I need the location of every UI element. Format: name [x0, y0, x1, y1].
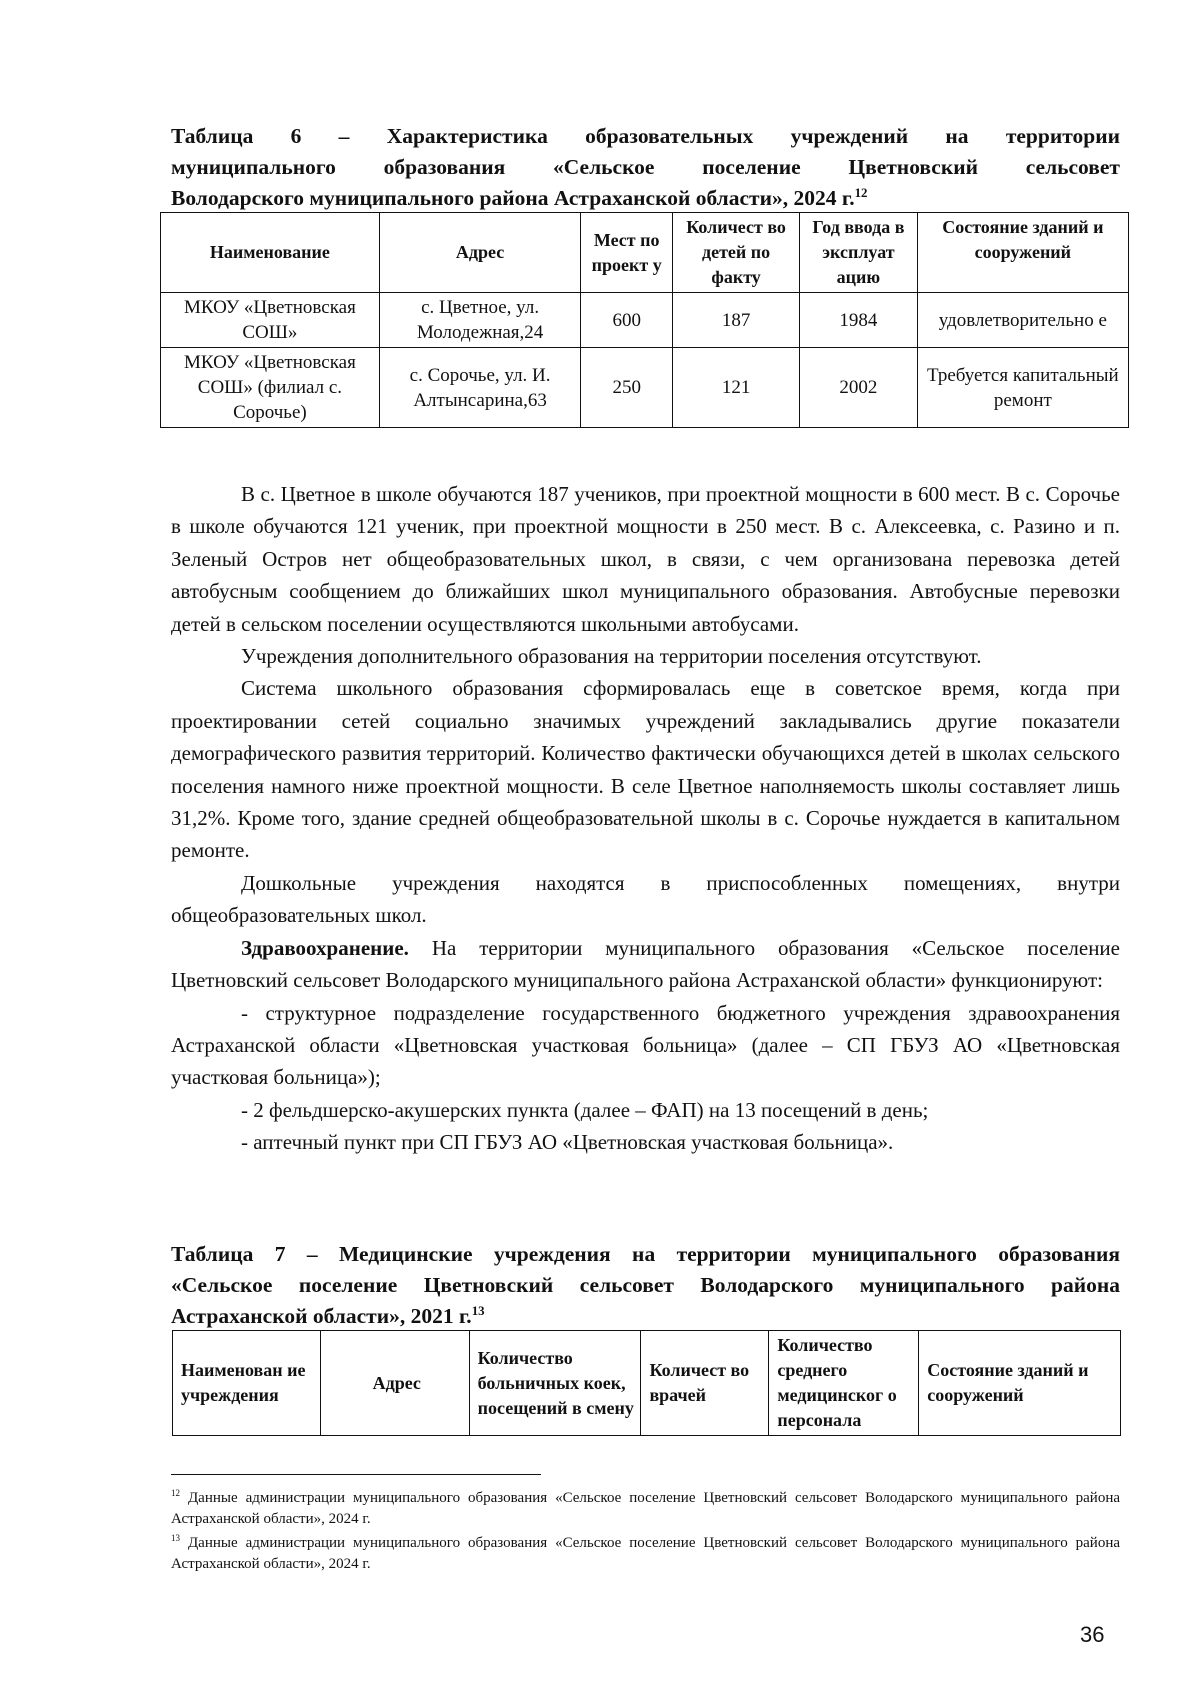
cell-capacity: 250 [581, 348, 673, 428]
col-header-condition: Состояние зданий и сооружений [917, 213, 1128, 293]
paragraph-healthcare: Здравоохранение. На территории муниципального образования «Сельское поселение Цветновский сельсовет Володарского муниципального района Астраханской области» функционируют: [171, 935, 1120, 993]
cell-condition: Требуется капитальный ремонт [917, 348, 1128, 428]
medical-institutions-table [172, 1330, 1121, 1436]
cell-capacity: 600 [581, 293, 673, 348]
list-item: - структурное подразделение государственного бюджетного учреждения здравоохранения Астраханской области «Цветновская участковая больница» (далее – СП ГБУЗ АО «Цветновская участковая больница»); [171, 1000, 1120, 1090]
list-item: - аптечный пункт при СП ГБУЗ АО «Цветновская участковая больница». [241, 1130, 894, 1155]
col-header-capacity: Мест по проект у [581, 213, 673, 293]
section-heading-healthcare: Здравоохранение. [241, 935, 409, 960]
paragraph: В с. Цветное в школе обучаются 187 учеников, при проектной мощности в 600 мест. В с. Сорочье в школе обучаются 121 ученик, при проектной мощности в 250 мест. В с. Алексеевка, с. Разино и п. Зеленый Остров нет общеобразовательных школ, в связи, с чем организована перевозка детей автобусным сообщением до ближайших школ муниципального образования. Автобусные перевозки детей в сельском поселении осуществляются школьными автобусами. [171, 482, 1120, 636]
footnote-text: Данные администрации муниципального образования «Сельское поселение Цветновский сельсовет Володарского муниципального района Астраханской области», 2024 г. [171, 1490, 1121, 1527]
cell-year: 2002 [800, 348, 917, 428]
cell-name: МКОУ «Цветновская СОШ» [161, 293, 380, 348]
table7-caption [171, 1239, 1120, 1332]
cell-address: с. Сорочье, ул. И. Алтынсарина,63 [379, 348, 581, 428]
table7-caption-line1: Таблица 7 – Медицинские учреждения на территории муниципального образования [171, 1242, 1120, 1266]
paragraph: Система школьного образования сформировалась еще в советское время, когда при проектировании сетей социально значимых учреждений закладывались другие показатели демографического развития территорий. Количество фактически обучающихся детей в школах сельского поселения намного ниже проектной мощности. В селе Цветное наполняемость школы составляет лишь 31,2%. Кроме того, здание средней общеобразовательной школы в с. Сорочье нуждается в капитальном ремонте. [171, 676, 1120, 863]
table-row [161, 293, 1129, 348]
body-text [171, 478, 1120, 1159]
footnote-number: 13 [171, 1533, 180, 1543]
cell-year: 1984 [800, 293, 917, 348]
footnote-number: 12 [171, 1488, 180, 1498]
table-row [161, 348, 1129, 428]
table6-caption [171, 121, 1120, 214]
table-header-row [173, 1331, 1121, 1436]
cell-children: 187 [673, 293, 800, 348]
table6-caption-line1: Таблица 6 – Характеристика образовательных учреждений на территории [171, 124, 1120, 148]
footnote-separator [171, 1474, 541, 1475]
list-item: - 2 фельдшерско-акушерских пункта (далее – ФАП) на 13 посещений в день; [241, 1097, 929, 1122]
col-header-name: Наименование [161, 213, 380, 293]
col-header-address: Адрес [379, 213, 581, 293]
table7-caption-line2: «Сельское поселение Цветновский сельсовет Володарского муниципального района [171, 1273, 1120, 1297]
table-header-row [161, 213, 1129, 293]
paragraph: Учреждения дополнительного образования на территории поселения отсутствуют. [241, 644, 982, 669]
cell-address: с. Цветное, ул. Молодежная,24 [379, 293, 581, 348]
cell-condition: удовлетворительно е [917, 293, 1128, 348]
table6-caption-line2: муниципального образования «Сельское поселение Цветновский сельсовет [171, 155, 1120, 179]
paragraph: Дошкольные учреждения находятся в приспособленных помещениях, внутри общеобразовательных школ. [171, 870, 1120, 928]
col-header-address: Адрес [320, 1331, 469, 1436]
table7-caption-line3: Астраханской области», 2021 г.$^{13}$ [171, 1303, 485, 1328]
education-institutions-table [160, 212, 1129, 428]
footnote-text: Данные администрации муниципального образования «Сельское поселение Цветновский сельсовет Володарского муниципального района Астраханской области», 2024 г. [171, 1535, 1121, 1572]
page-number: 36 [1080, 1622, 1105, 1647]
col-header-children: Количест во детей по факту [673, 213, 800, 293]
col-header-year: Год ввода в эксплуат ацию [800, 213, 917, 293]
col-header-beds: Количество больничных коек, посещений в смену [469, 1331, 641, 1436]
footnote-ref-13: 13 [471, 1303, 485, 1318]
col-header-staff: Количество среднего медицинског о персонала [769, 1331, 919, 1436]
cell-children: 121 [673, 348, 800, 428]
col-header-doctors: Количест во врачей [641, 1331, 769, 1436]
table6-caption-line3: Володарского муниципального района Астраханской области», 2024 г.$^{12}$ [171, 185, 868, 210]
footnote-ref-12: 12 [854, 185, 868, 200]
footnote [171, 1533, 1120, 1575]
cell-name: МКОУ «Цветновская СОШ» (филиал с. Сорочье) [161, 348, 380, 428]
footnote [171, 1488, 1120, 1530]
col-header-condition: Состояние зданий и сооружений [919, 1331, 1121, 1436]
col-header-institution: Наименован ие учреждения [173, 1331, 321, 1436]
